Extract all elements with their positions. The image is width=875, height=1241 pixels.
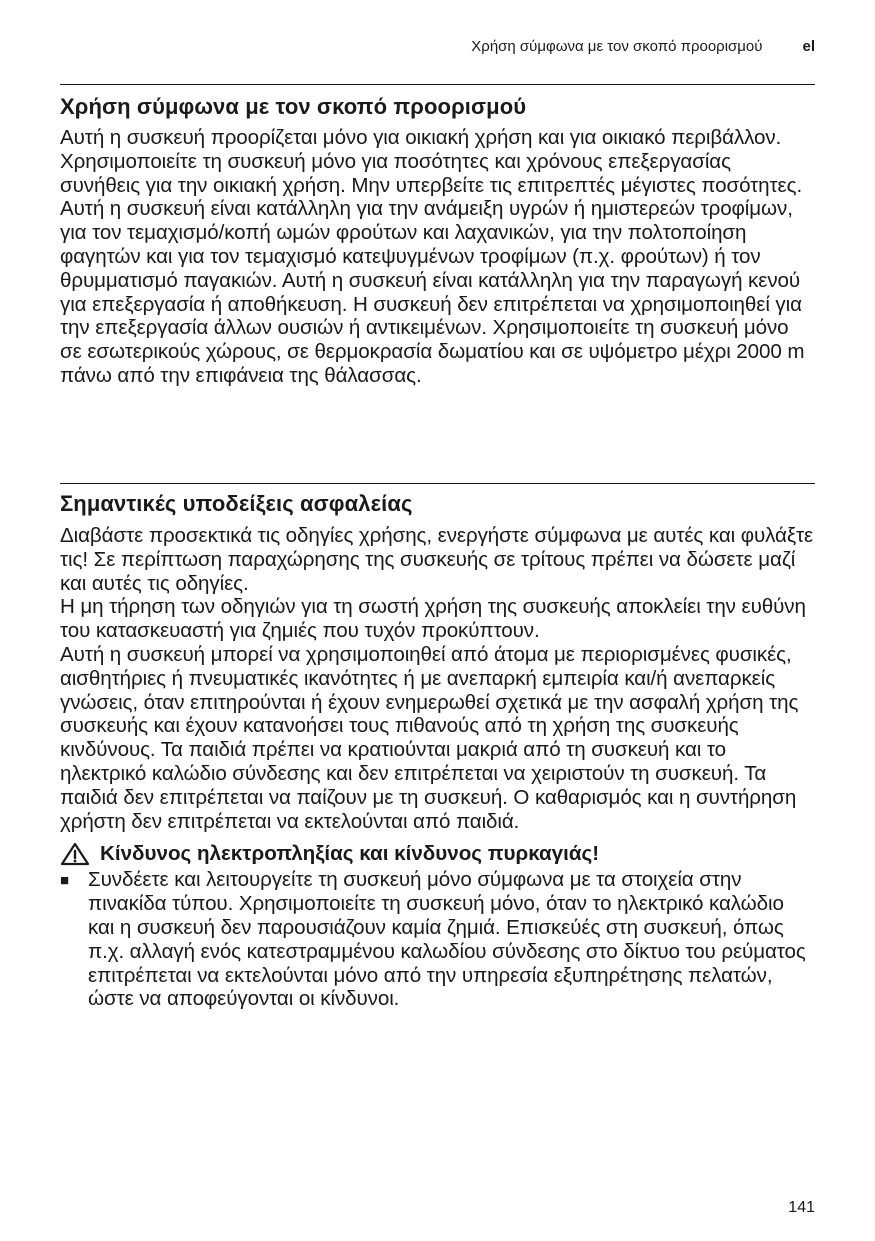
running-header-title: Χρήση σύμφωνα με τον σκοπό προορισμού [471, 38, 763, 55]
warning-item-text: Συνδέετε και λειτουργείτε τη συσκευή μόνο σύμφωνα με τα στοιχεία στην πινακίδα τύπου. Χρησιμοποιείτε τη συσκευή μόνο, όταν το ηλεκτρικό καλώδιο και η συσκευή δεν παρουσιάζουν καμία ζημιά. Επισκεύές στη συσκευή, όπως π.χ. αλλαγή ενός κατεστραμμένου καλωδίου σύνδεσης στο δίκτυο του ρεύματος επιτρέπεται να εκτελούνται μόνο από την υπηρεσία εξυπηρέτησης πελατών, ώστε να αποφεύγονται οι κίνδυνοι. [88, 868, 806, 1011]
safety-paragraph-1: Διαβάστε προσεκτικά τις οδηγίες χρήσης, ενεργήστε σύμφωνα με αυτές και φυλάξτε τις! Σε περίπτωση παραχώρησης της συσκευής σε τρίτους πρέπει να δώσετε μαζί και αυτές τις οδηγίες. [60, 524, 814, 595]
warning-heading [60, 841, 815, 867]
section-divider [60, 483, 815, 484]
top-divider [60, 84, 815, 85]
intended-use-paragraph-2: Αυτή η συσκευή είναι κατάλληλη για την ανάμειξη υγρών ή ημιστερεών τροφίμων, για τον τεμαχισμό/κοπή ωμών φρούτων και λαχανικών, για την πολτοποίηση φαγητών και για τον τεμαχισμό κατεψυγμένων τροφίμων (π.χ. φρούτων) ή τον θρυμματισμό παγακιών. Αυτή η συσκευή είναι κατάλληλη για την παραγωγή κενού για επεξεργασία ή αποθήκευση. Η συσκευή δεν επιτρέπεται να χρησιμοποιηθεί για την επεξεργασία άλλων ουσιών ή αντικειμένων. Χρησιμοποιείτε τη συσκευή μόνο σε εσωτερικούς χώρους, σε θερμοκρασία δωματίου και σε υψόμετρο μέχρι 2000 m πάνω από την επιφάνεια της θάλασσας. [60, 197, 805, 387]
language-code: el [802, 38, 815, 55]
running-header [60, 37, 815, 57]
warning-title: Κίνδυνος ηλεκτροπληξίας και κίνδυνος πυρκαγιάς! [100, 842, 600, 866]
bullet-square-icon: ■ [60, 872, 70, 890]
section-title: Χρήση σύμφωνα με τον σκοπό προορισμού [60, 94, 527, 119]
warning-list-item [60, 868, 815, 1011]
intended-use-paragraph-1: Αυτή η συσκευή προορίζεται μόνο για οικιακή χρήση και για οικιακό περιβάλλον. Χρησιμοποιείτε τη συσκευή μόνο για ποσότητες και χρόνους επεξεργασίας συνήθεις για την οικιακή χρήση. Μην υπερβείτε τις επιτρεπτές μέγιστες ποσότητες. [60, 126, 803, 197]
section-intended-use [60, 93, 815, 388]
page-number: 141 [788, 1199, 815, 1216]
safety-paragraph-2: Η μη τήρηση των οδηγιών για τη σωστή χρήση της συσκευής αποκλείει την ευθύνη του κατασκευαστή για ζημιές που τυχόν προκύπτουν. [60, 595, 806, 643]
section-safety [60, 490, 815, 1011]
warning-triangle-icon [60, 842, 90, 866]
section-title: Σημαντικές υποδείξεις ασφαλείας [60, 491, 413, 516]
safety-paragraph-3: Αυτή η συσκευή μπορεί να χρησιμοποιηθεί από άτομα με περιορισμένες φυσικές, αισθητήριες ή πνευματικές ικανότητες ή με ανεπαρκή εμπειρία και/ή ανεπαρκείς γνώσεις, όταν επιτηρούνται ή έχουν ενημερωθεί σχετικά με την ασφαλή χρήση της συσκευής και έχουν κατανοήσει τους πιθανούς από τη χρήση της συσκευής κινδύνους. Τα παιδιά πρέπει να κρατιούνται μακριά από τη συσκευή και το ηλεκτρικό καλώδιο σύνδεσης και δεν επιτρέπεται να χειριστούν τη συσκευή. Τα παιδιά δεν επιτρέπεται να παίζουν με τη συσκευή. Ο καθαρισμός και η συντήρηση χρήστη δεν επιτρέπεται να εκτελούνται από παιδιά. [60, 642, 799, 833]
